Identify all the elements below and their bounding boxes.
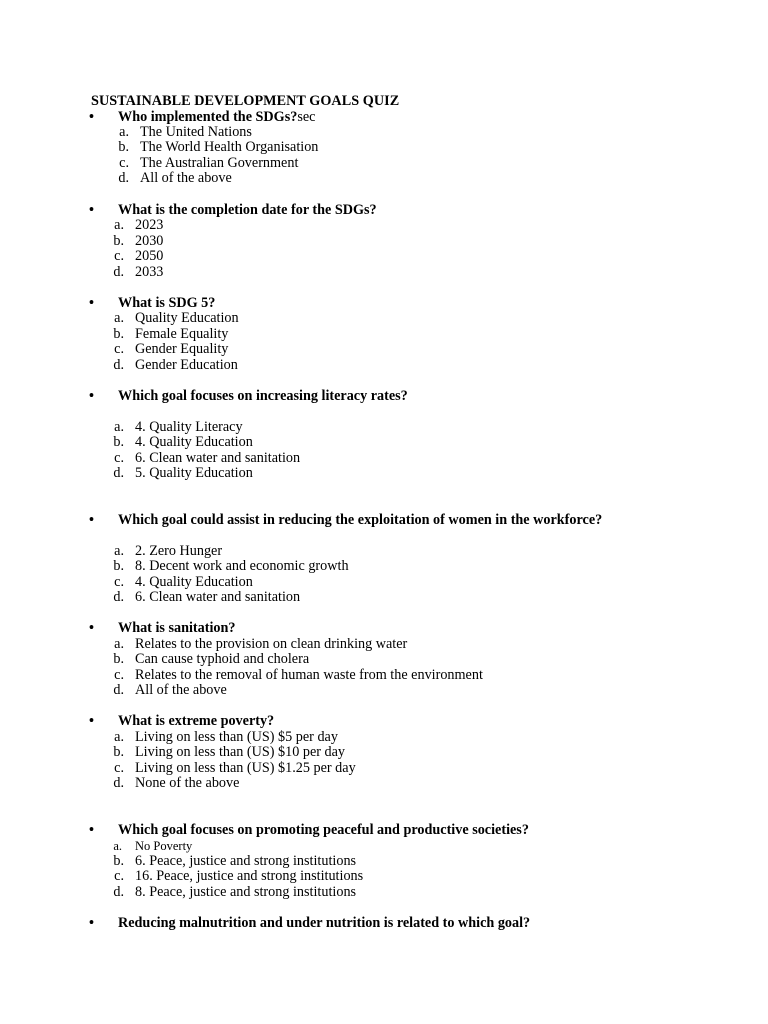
question-7: What is extreme poverty?: [118, 713, 275, 729]
question-6: What is sanitation?: [118, 620, 236, 636]
option-letter: c.: [114, 868, 124, 884]
option-text: 5. Quality Education: [135, 465, 253, 481]
option-text: The United Nations: [140, 124, 252, 140]
option-letter: c.: [114, 760, 124, 776]
option-letter: d.: [113, 357, 124, 373]
question-suffix: sec: [297, 109, 316, 125]
option-text: Gender Education: [135, 357, 238, 373]
option-text: None of the above: [135, 775, 240, 791]
option-letter: b.: [113, 326, 124, 342]
option-text: 8. Peace, justice and strong institutions: [135, 884, 357, 900]
option-text: Living on less than (US) $10 per day: [135, 744, 346, 760]
option-letter: c.: [114, 248, 124, 264]
option-letter: d.: [113, 264, 124, 280]
option-letter: d.: [113, 884, 124, 900]
question-4: Which goal focuses on increasing literacy rates?: [118, 388, 408, 404]
question-8: Which goal focuses on promoting peaceful and productive societies?: [118, 822, 529, 838]
option-text: 4. Quality Education: [135, 434, 253, 450]
option-letter: c.: [114, 341, 124, 357]
option-text: 2023: [135, 217, 164, 233]
option-letter: c.: [119, 155, 129, 171]
option-text: Quality Education: [135, 310, 239, 326]
option-text: No Poverty: [135, 839, 193, 853]
option-text: 16. Peace, justice and strong institutions: [135, 868, 364, 884]
option-text: The Australian Government: [140, 155, 299, 171]
option-letter: b.: [113, 744, 124, 760]
option-letter: a.: [114, 543, 124, 559]
option-text: Female Equality: [135, 326, 229, 342]
bullet: •: [89, 620, 94, 636]
option-letter: d.: [113, 589, 124, 605]
option-text: Gender Equality: [135, 341, 229, 357]
bullet: •: [89, 512, 94, 528]
option-letter: b.: [118, 139, 129, 155]
option-letter: a.: [114, 217, 124, 233]
bullet: •: [89, 822, 94, 838]
question-3: What is SDG 5?: [118, 295, 216, 311]
bullet: •: [89, 915, 94, 931]
page-title: SUSTAINABLE DEVELOPMENT GOALS QUIZ: [91, 93, 400, 109]
question-1: [118, 109, 315, 125]
option-letter: b.: [113, 558, 124, 574]
option-text: Relates to the provision on clean drinking water: [135, 636, 408, 652]
option-letter: c.: [114, 450, 124, 466]
option-letter: a.: [114, 419, 124, 435]
bullet: •: [89, 109, 94, 125]
question-9: Reducing malnutrition and under nutrition is related to which goal?: [118, 915, 531, 931]
option-text: 6. Peace, justice and strong institutions: [135, 853, 357, 869]
option-text: Living on less than (US) $5 per day: [135, 729, 338, 745]
option-text: Relates to the removal of human waste from the environment: [135, 667, 483, 683]
option-text: 2033: [135, 264, 164, 280]
option-text: All of the above: [135, 682, 227, 698]
question-text: Who implemented the SDGs?: [118, 109, 298, 125]
bullet: •: [89, 202, 94, 218]
bullet: •: [89, 713, 94, 729]
option-text: 8. Decent work and economic growth: [135, 558, 349, 574]
option-letter: a.: [114, 310, 124, 326]
question-5: Which goal could assist in reducing the exploitation of women in the workforce?: [118, 512, 603, 528]
option-letter: c.: [114, 667, 124, 683]
option-text: 2050: [135, 248, 164, 264]
option-letter: b.: [113, 651, 124, 667]
option-letter: b.: [113, 233, 124, 249]
option-letter: a.: [114, 729, 124, 745]
option-letter: a.: [119, 124, 129, 140]
option-letter: d.: [113, 465, 124, 481]
option-text: 4. Quality Education: [135, 574, 253, 590]
option-letter: a.: [113, 839, 122, 853]
bullet: •: [89, 388, 94, 404]
option-text: 6. Clean water and sanitation: [135, 450, 301, 466]
option-letter: d.: [118, 170, 129, 186]
option-text: 6. Clean water and sanitation: [135, 589, 301, 605]
option-text: All of the above: [140, 170, 232, 186]
option-letter: c.: [114, 574, 124, 590]
option-text: 2. Zero Hunger: [135, 543, 223, 559]
option-text: 4. Quality Literacy: [135, 419, 243, 435]
option-text: The World Health Organisation: [140, 139, 319, 155]
option-text: Can cause typhoid and cholera: [135, 651, 310, 667]
option-text: Living on less than (US) $1.25 per day: [135, 760, 356, 776]
option-letter: d.: [113, 682, 124, 698]
option-letter: a.: [114, 636, 124, 652]
option-letter: d.: [113, 775, 124, 791]
bullet: •: [89, 295, 94, 311]
question-2: What is the completion date for the SDGs?: [118, 202, 377, 218]
option-letter: b.: [113, 853, 124, 869]
option-letter: b.: [113, 434, 124, 450]
option-text: 2030: [135, 233, 164, 249]
